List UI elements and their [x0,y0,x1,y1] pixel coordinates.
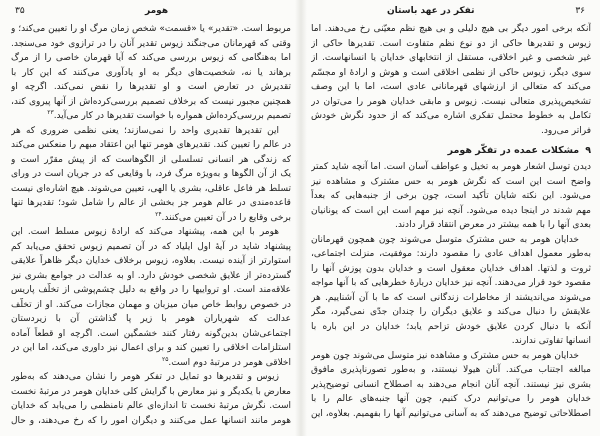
text-line: به‌طور معمول اهداف عادی را مقصود دارند: موفقیت، منزلت اجتماعی، [311,249,591,259]
text-line: مهم شدند در اینجا دیده می‌شود. آنچه نیز مهم است این است که یونانیان [311,205,591,216]
paragraph-start-line: خدایان هومر به حس مشترک متوسل می‌شوند چون همچون قهرمانان [311,234,579,245]
text-line: غیر شخصی و غیر اخلاقی، مستقل از انتخابهای خدایان یا انسانهاست. از [311,53,591,63]
text-line: می‌شود. این نکته شایان تأکید است، چون برخی از جنبه‌هایی که بعداً [311,191,591,201]
left-page [11,0,291,436]
text-line: هومر مانند انسانها عمل می‌کنند و دیگران امور را که رخ می‌دهند، و حال [11,415,291,426]
right-page [311,0,591,436]
text-line: تسلط هر فاعل عاقلی، بشری یا الهی، تعیین می‌شوند. هیچ اشاره‌ای نیست [11,183,291,194]
footnote-ref: ۲۵ [161,355,169,363]
text-line: برخی وقایع را در آن تعیین می‌کنند. [161,212,291,223]
text-line: اصطلاحاتی توضیح می‌دهند که به آسانی می‌توانیم آنها را بفهمیم. بعلاوه، این [311,408,591,419]
text-line: برهاند یا نه، شخصیت‌های دیگر به او یادآوری می‌کنند که این کار با [11,67,291,78]
text-line: عدالت که شهریاران هومر با زیر پا گذاشتن آن با زیردستان [11,314,291,324]
text-line: در خصوص روابط خاص میان میزبان و مهمان مجازات می‌کند. او از تخلّف [11,299,291,310]
paragraph-end-line: فراتر می‌رود. [541,125,591,136]
text-line: قاعده‌مندی در عالم هومر جز بخشی از عالم را شامل شود؛ تقدیرها تنها [11,198,291,208]
paragraph-end-line [11,356,291,371]
text-line: تشخیص‌پذیری متعالی نیست. زیوس و مابقی خدایان هومر را می‌توان در [311,96,591,107]
text-line: معارض با یکدیگر و نیز معارض با گرایش کلی خدایان هومر در مرتبهٔ نخست [11,386,291,397]
text-line: اخلاقی هومر در مرتبهٔ دوم است. [168,357,291,368]
footnote-ref: ۲۳ [47,109,54,116]
text-line: می‌کند که متعالی از ارزشهای قهرمانانی عادی است، اما با این وصف [311,82,591,92]
section-title: مشکلات عمده در تفکّر هومر [447,145,580,156]
book-gutter [295,0,307,436]
running-head: تفکر در عهد باستان [387,6,475,16]
text-line: زیوس و تقدیرها حاکی از دو نوع نظم متفاوت است. تقدیرها حاکی از [311,38,591,49]
text-line: مربوط است. «تقدیر» یا «قسمت» شخص زمان مرگ او را تعیین می‌کند؛ و [11,24,291,34]
page-number: ۳۵ [15,6,25,16]
paragraph-start-line: این تقدیرها تقدیری واحد را نمی‌سازند؛ یعنی نظمی ضروری که هر [11,125,279,136]
text-line: تصمیم بررسی‌کرده‌اش همواره با خواست تقدیرها در کار می‌آید. [53,111,291,121]
text-line: آنکه با دنبال کردن علایق خودش تزاحم یابد؛ خدایان در این باره با [311,321,591,332]
text-line: که زندگی هر انسانی تسلسلی از الگوهاست که از پیش مقرّر است و [11,154,291,165]
paragraph-end-line [11,211,291,226]
text-line: گسترده‌تر از علایق شخصی خودش دارد. او به عدالت در جوامع بشری نیز [11,270,291,281]
running-head: هومر [145,6,169,16]
paragraph-start-line: خدایان هومر به حس مشترک و مشاهده نیز متوسل می‌شوند چون هومر [311,350,579,361]
text-line: مقصود خود قرار می‌دهند. آنچه نیز خدایان دربارهٔ خطرهایی که با آنها مواجه [311,278,591,288]
text-line: استلزامات اخلاقی را تعیین کند و برای اعمال نیز داوری می‌کند، اما این در [11,343,291,353]
text-line: استوارتر از آینده نیست. بعلاوه، زیوس برخلاف خدایان دیگر ظاهراً علایقی [11,256,291,266]
text-line: مبالغه اجتناب می‌کند. آنان هیولا نیستند، و به‌طور تصورناپذیری مافوق [311,365,591,375]
text-line: علایقش را دنبال می‌کند و علایق دیگران را چندان جدّی نمی‌گیرد، مگر [311,307,591,317]
text-line: دیدن توسل اشعار هومر به تخیل و عواطف آسان است. اما آنچه شاید کمتر [311,162,591,172]
paragraph-end-line: انسانها تفاوتی ندارند. [511,336,591,346]
text-line: می‌شوند می‌اندیشند از مخاطرات زندگانی است که ما با آن آشناییم. هر [311,292,591,303]
text-line: پیشنهاد شاید در آیهٔ اول ایلیاد که در آن تصمیم زیوس تحقق می‌یابد کم [11,241,291,252]
paragraph-end-line [11,109,291,124]
text-line: بشری نیز نیستند. آنچه آنان انجام می‌دهند به اصطلاح انسانی توضیح‌پذیر [311,379,591,390]
text-line: اما به‌هنگامی که زیوس بررسی می‌کند که آیا قهرمان خاصی را از مرگ [11,53,291,63]
page-body [311,22,591,421]
text-line: واضح است این است که نگرش هومر به حس مشترک و مشاهده نیز [311,176,591,187]
text-line: اجتماعی‌شان بدین‌گونه رفتار کنند خشمگین است. اگرچه او قطعاً آماده [11,328,291,339]
text-line: است. نگرش مرتبهٔ نخست تا اندازه‌ای عالم نامنظمی را می‌یابد که خدایان [11,401,291,411]
text-line: وقتی که قهرمانان می‌جنگند زیوس تقدیر آنان را در ترازوی خود می‌سنجد. [11,38,291,49]
page-number: ۳۶ [575,6,585,16]
text-line: تقدیرش در تعارض است و او تقدیرها را نقض نمی‌کند. اگرچه او [11,82,291,92]
section-number: ۹ [585,145,591,156]
text-line: در عالم را تعیین کند. تقدیرهای هومر تنها این اعتقاد مبهم را منعکس می‌کند [11,140,291,150]
text-line: آنکه برخی امور دیگر بی هیچ دلیلی و بی هیچ نظم معیّنی رخ می‌دهند. اما [311,24,591,34]
text-line: ثروت و لذتها. اهداف خدایان معقول است و خدایان بدون پوزش آنها را [311,263,591,274]
text-line: خدایان هومر را می‌توانیم درک کنیم، چون آنها جنبه‌های عالم را با [311,394,591,404]
footnote-ref: ۲۴ [155,210,162,218]
text-line: سوی دیگر، زیوس حاکی از نظمی اخلاقی است و هوش و ارادهٔ او مجسّم [311,67,591,78]
text-line: همچنین مجبور نیست که برخلاف تصمیم بررسی‌کرده‌اش از آنها پیروی کند، [11,96,291,107]
paragraph-start-line: هومر با این همه، پیشنهاد می‌کند که ارادهٔ زیوس مسلط است. این [11,227,279,237]
text-line: علاقه‌مند است. او ترواییها را در واقع به دلیل چشم‌پوشی از تخلّف پاریس [11,285,291,295]
page-body [11,22,291,428]
text-line: تکامل به خطوط محتمل تفکری اشاره می‌کند که از حدود نگرش خودش [311,111,591,121]
paragraph-start-line: زیوس و تقدیرها دو تمایل در تفکر هومر را نشان می‌دهند که به‌طور [11,372,279,382]
section-heading [311,142,591,160]
text-line: یک از آن الگوها و به‌ویژه مرگ فرد، با وقایعی که در جریان است در ورای [11,169,291,179]
paragraph-end-line: بعدی آنها را با همه بیشتر در معرض انتقاد قرار دادند. [394,220,591,230]
